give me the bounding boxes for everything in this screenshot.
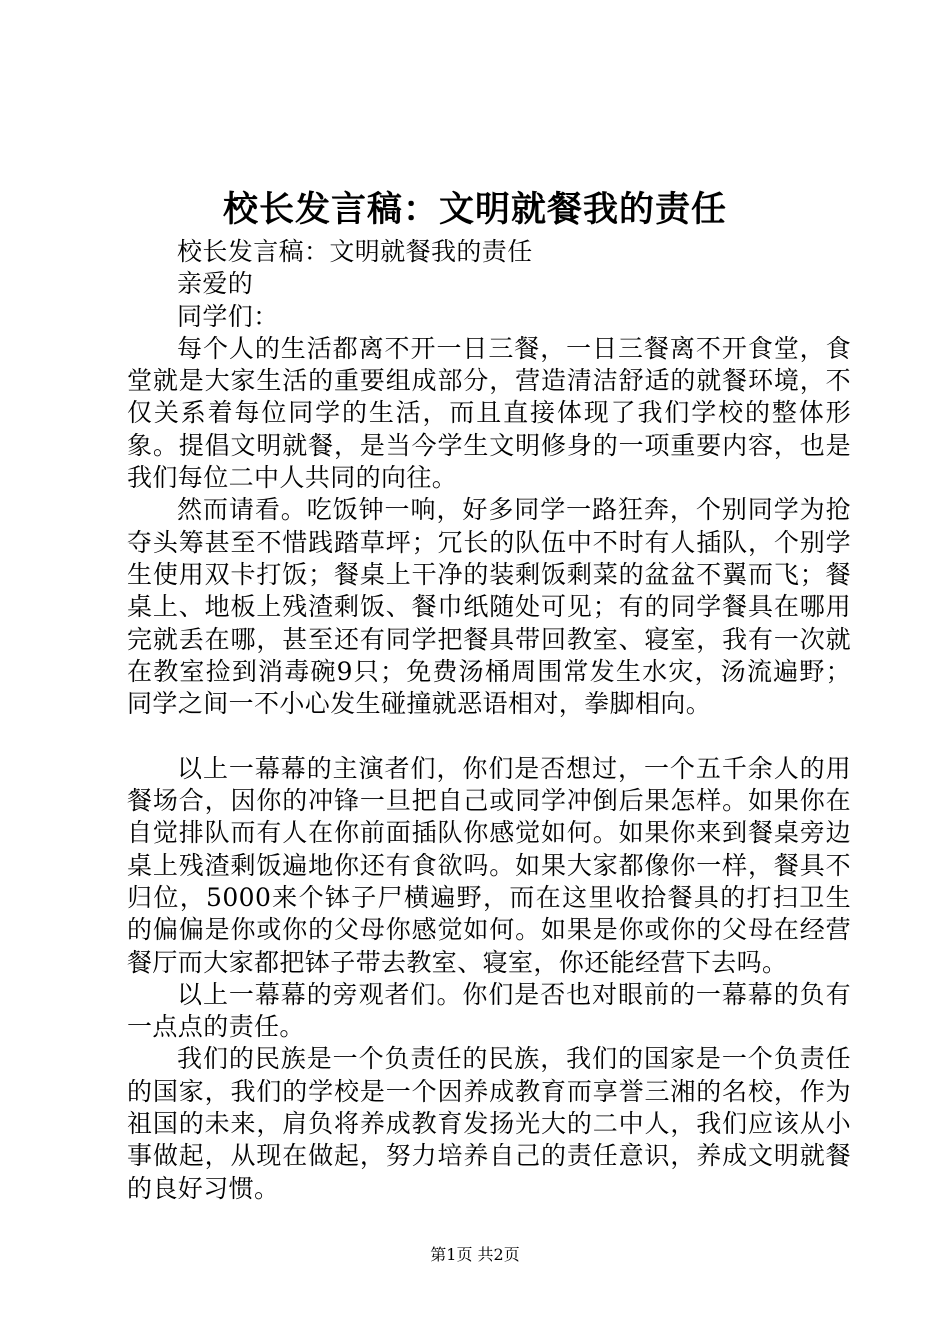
salutation-line: 同学们： <box>177 301 279 331</box>
body-paragraph: 然而请看。吃饭钟一响，好多同学一路狂奔，个别同学为抢夺头筹甚至不惜践踏草坪；冗长的队伍中不时有人插队，个别学生使用双卡打饭；餐桌上干净的装剩饭剩菜的盆盆不翼而飞；餐桌上、地板上残渣剩饭、餐巾纸随处可见；有的同学餐具在哪用完就丢在哪，甚至还有同学把餐具带回教室、寝室，我有一次就在教室捡到消毒碗9只；免费汤桶周围常发生水灾，汤流遍野；同学之间一不小心发生碰撞就恶语相对，拳脚相向。 <box>127 495 851 719</box>
blank-line <box>127 720 851 752</box>
subtitle-paragraph: 校长发言稿：文明就餐我的责任 <box>177 237 533 266</box>
salutation-line: 亲爱的 <box>177 269 254 299</box>
body-paragraph: 以上一幕幕的旁观者们。你们是否也对眼前的一幕幕的负有一点点的责任。 <box>127 979 851 1042</box>
document-body <box>127 236 851 1205</box>
page-footer: 第1页 共2页 <box>430 1245 520 1264</box>
document-title: 校长发言稿：文明就餐我的责任 <box>222 189 727 230</box>
body-paragraph: 每个人的生活都离不开一日三餐，一日三餐离不开食堂，食堂就是大家生活的重要组成部分，营造清洁舒适的就餐环境，不仅关系着每位同学的生活，而且直接体现了我们学校的整体形象。提倡文明就餐，是当今学生文明修身的一项重要内容，也是我们每位二中人共同的向往。 <box>127 333 851 493</box>
body-paragraph: 以上一幕幕的主演者们，你们是否想过，一个五千余人的用餐场合，因你的冲锋一旦把自己或同学冲倒后果怎样。如果你在自觉排队而有人在你前面插队你感觉如何。如果你来到餐桌旁边桌上残渣剩饭遍地你还有食欲吗。如果大家都像你一样，餐具不归位，5000来个钵子尸横遍野，而在这里收拾餐具的打扫卫生的偏偏是你或你的父母你感觉如何。如果是你或你的父母在经营餐厅而大家都把钵子带去教室、寝室，你还能经营下去吗。 <box>127 753 851 977</box>
body-paragraph: 我们的民族是一个负责任的民族，我们的国家是一个负责任的国家，我们的学校是一个因养成教育而享誉三湘的名校，作为祖国的未来，肩负将养成教育发扬光大的二中人，我们应该从小事做起，从现在做起，努力培养自己的责任意识，养成文明就餐的良好习惯。 <box>127 1044 851 1203</box>
